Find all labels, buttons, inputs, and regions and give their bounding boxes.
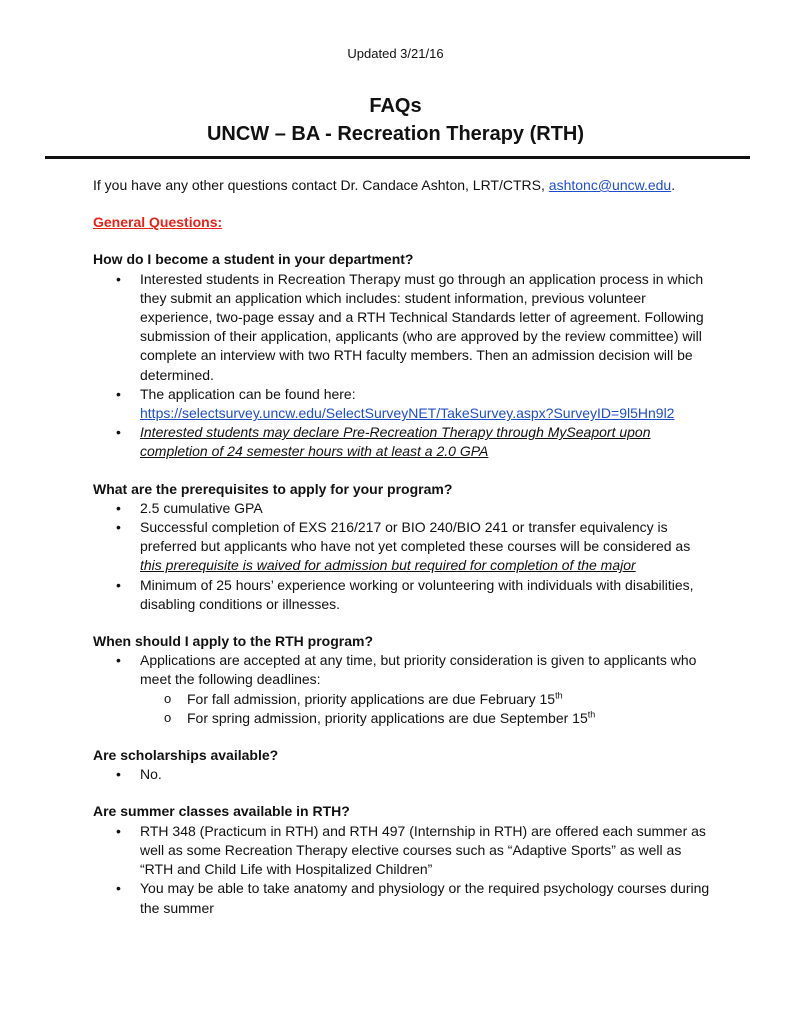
title-divider [45,156,750,159]
bullet-icon: • [116,499,121,516]
bullet-icon: • [116,385,121,402]
list-item [116,879,713,917]
contact-line [93,176,713,195]
faq-question: Are scholarships available? [93,747,279,764]
ordinal-suffix: th [587,709,596,720]
list-item [116,518,713,576]
general-questions-heading: General Questions: [93,214,223,231]
answer-text: No. [140,766,162,783]
answer-text: 2.5 cumulative GPA [140,499,263,516]
bullet-icon: • [116,519,121,536]
bullet-icon: • [116,766,121,783]
list-item [116,385,713,423]
contact-text: If you have any other questions contact Dr. Candace Ashton, LRT/CTRS, [93,177,545,193]
answer-text: Successful completion of EXS 216/217 or BIO 240/BIO 241 or transfer equivalency is preferred but applicants who have not yet completed these courses will be considered as [140,519,691,555]
answer-text: Minimum of 25 hours’ experience working or volunteering with individuals with disabilities, disabling conditions or illnesses. [140,576,694,612]
bullet-icon: • [116,270,121,287]
answer-text: You may be able to take anatomy and physiology or the required psychology courses during the summer [140,880,710,916]
application-link[interactable]: https://selectsurvey.uncw.edu/SelectSurveyNET/TakeSurvey.aspx?SurveyID=9l5Hn9l2 [140,405,675,422]
deadline-text: For fall admission, priority applications are due February 15 [187,690,556,707]
page-subtitle: UNCW – BA - Recreation Therapy (RTH) [206,123,585,145]
answer-text: RTH 348 (Practicum in RTH) and RTH 497 (Internship in RTH) are offered each summer as well as some Recreation Therapy elective courses such as “Adaptive Sports” as well as “RTH and Child Life with Hospitalized Children” [140,822,706,878]
list-item [116,651,713,728]
answer-text: Applications are accepted at any time, but priority consideration is given to applicants who meet the following deadlines: [140,652,697,688]
list-item [116,576,713,614]
list-item [164,690,713,709]
answer-text: Interested students in Recreation Therapy must go through an application process in which they submit an application which includes: student information, previous volunteer experience, two-page essay and a RTH Technical Standards letter of agreement. Following submission of their application, applicants (who are approved by the review committee) will complete an interview with two RTH faculty members. Then an admission decision will be determined. [140,270,704,383]
faq-question: Are summer classes available in RTH? [93,803,350,820]
bullet-icon: • [116,424,121,441]
list-item [116,499,713,518]
ordinal-suffix: th [555,690,563,701]
faq-content [93,176,713,936]
sub-bullet-icon: o [164,709,172,725]
contact-end: . [671,177,676,193]
bullet-icon: • [116,822,121,839]
bullet-icon: • [116,880,121,897]
faq-section-scholarships [93,746,713,784]
sub-bullet-icon: o [164,690,172,706]
answer-list [93,822,713,918]
answer-list [93,651,713,728]
contact-email-link[interactable]: ashtonc@uncw.edu [548,177,672,193]
bullet-icon: • [116,652,121,669]
list-item [116,423,713,461]
list-item [116,822,713,880]
answer-text-emphasis: Interested students may declare Pre-Recreation Therapy through MySeaport upon completion of 24 semester hours with at least a 2.0 GPA [140,424,651,460]
answer-list [93,765,713,784]
page-title: FAQs [369,95,422,117]
faq-question: How do I become a student in your department? [93,251,414,268]
list-item [116,765,713,784]
faq-section-become-student [93,250,713,461]
updated-date: Updated 3/21/16 [347,46,444,61]
answer-list [93,499,713,614]
faq-section-when-apply [93,632,713,728]
faq-question: When should I apply to the RTH program? [93,633,373,650]
faq-section-summer [93,802,713,917]
list-item [116,270,713,385]
faq-section-prerequisites [93,480,713,614]
bullet-icon: • [116,576,121,593]
answer-list [93,270,713,462]
answer-text: The application can be found here: [140,385,356,402]
deadline-text: For spring admission, priority applications are due September 15 [187,709,588,726]
deadline-list [140,690,713,728]
list-item [164,709,713,728]
answer-text-emphasis: this prerequisite is waived for admission but required for completion of the major [140,557,636,574]
faq-question: What are the prerequisites to apply for your program? [93,480,453,497]
